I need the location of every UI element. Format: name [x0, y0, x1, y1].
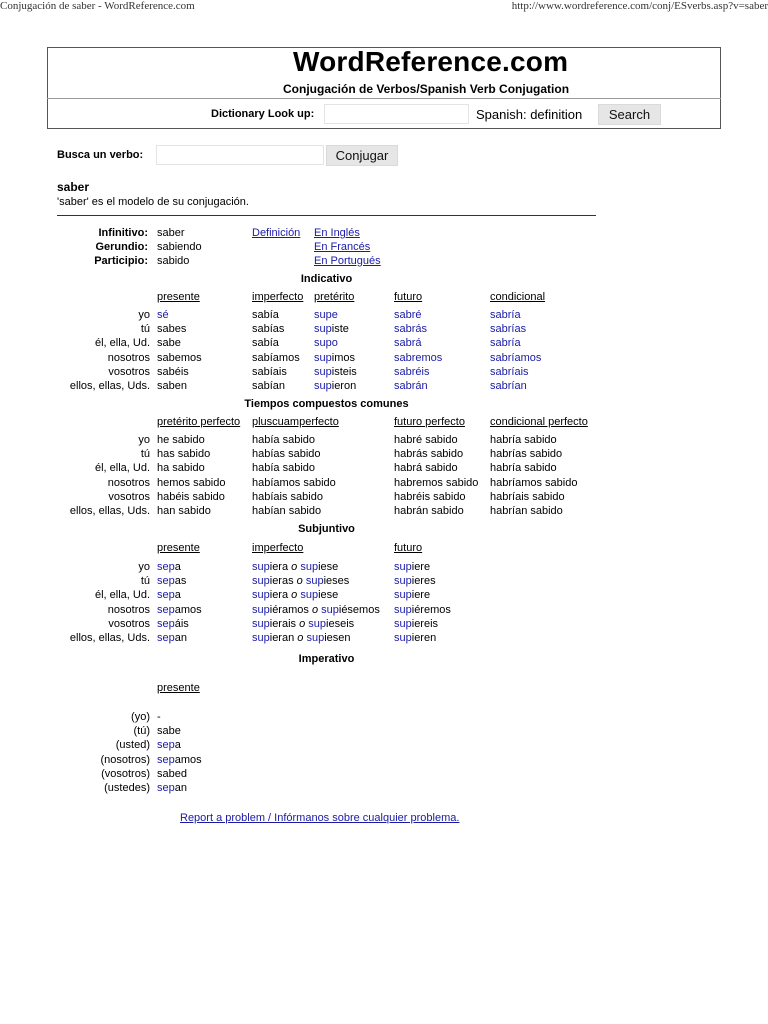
conjugation-cell: supo [314, 337, 338, 350]
conjugation-cell: saben [157, 380, 187, 392]
verb-divider [57, 215, 596, 216]
conjugation-cell: sepas [157, 575, 187, 588]
pronoun-label: (ustedes) [104, 782, 150, 794]
conjugation-cell: sabrá [394, 337, 422, 350]
conjugation-cell: sabéis [157, 365, 189, 378]
conjugation-cell: hemos sabido [157, 476, 226, 489]
conjugation-cell: han sabido [157, 505, 211, 517]
conjugation-cell: sabemos [157, 351, 202, 364]
pronoun-label: yo [138, 309, 150, 321]
pronoun-label: tú [140, 323, 150, 336]
conjugation-cell: supiste [314, 323, 349, 336]
conjugation-cell: habéis sabido [157, 490, 225, 503]
conjugation-cell: supieres [394, 575, 436, 588]
conjugation-cell: había sabido [252, 434, 315, 446]
section-indicativo-title: Indicativo [300, 273, 353, 285]
conjugation-cell: supe [314, 309, 338, 321]
conjugation-cell: sabré [394, 309, 422, 321]
column-header: futuro [394, 291, 423, 303]
pronoun-label: vosotros [108, 490, 150, 503]
gerundio-label: Gerundio: [95, 241, 148, 253]
conjugation-cell: sabían [252, 380, 286, 392]
conjugation-cell: supiere [394, 589, 431, 602]
conjugation-cell: sabías [252, 323, 285, 336]
conjugation-cell: sabrás [394, 323, 428, 336]
report-problem-link[interactable]: Report a problem / Infórmanos sobre cualquier problema. [180, 812, 460, 824]
conjugation-cell: habría sabido [490, 434, 557, 446]
conjugation-cell: has sabido [157, 448, 211, 461]
conjugation-cell: sepáis [157, 617, 189, 630]
conjugation-cell: habrán sabido [394, 505, 464, 517]
lookup-dictionary-select[interactable]: Spanish: definition [476, 107, 583, 122]
conjugation-cell: sabe [157, 725, 181, 738]
conjugation-cell: sabíamos [252, 351, 300, 364]
conjugation-cell: sabe [157, 337, 181, 350]
column-header: presente [157, 542, 200, 554]
pronoun-label: él, ella, Ud. [94, 337, 150, 350]
column-header: imperfecto [252, 542, 304, 554]
conjugation-cell: habríais sabido [490, 490, 565, 503]
conjugation-cell: he sabido [157, 434, 205, 446]
en-portugues-link[interactable]: En Portugués [314, 255, 381, 267]
column-header: condicional perfecto [490, 416, 588, 428]
conjugation-cell: sepa [157, 561, 181, 573]
conjugation-cell: habían sabido [252, 505, 322, 517]
gerundio-value: sabiendo [157, 241, 202, 253]
conjugation-cell: sepamos [157, 753, 202, 766]
conjugation-cell: sabría [490, 337, 521, 350]
conjugation-cell: supisteis [314, 365, 357, 378]
pronoun-label: nosotros [107, 603, 150, 616]
en-ingles-link[interactable]: En Inglés [314, 227, 360, 239]
lookup-label: Dictionary Look up: [211, 108, 315, 120]
conjugation-cell: supiere [394, 561, 431, 573]
pronoun-label: (vosotros) [101, 767, 150, 780]
column-header: condicional [490, 291, 546, 303]
verb-title: saber [57, 180, 90, 194]
conjugation-cell: habíais sabido [252, 490, 323, 503]
pronoun-label: ellos, ellas, Uds. [69, 505, 150, 517]
pronoun-label: él, ella, Ud. [94, 462, 150, 475]
conjugation-cell: habríamos sabido [490, 476, 578, 489]
conjugation-cell: supieras o supieses [252, 575, 350, 588]
conjugation-cell: sabíais [252, 365, 287, 378]
section-compuestos-title: Tiempos compuestos comunes [244, 398, 409, 410]
conjugation-cell: sepamos [157, 603, 202, 616]
conjugar-button[interactable]: Conjugar [326, 145, 398, 166]
pronoun-label: nosotros [107, 351, 150, 364]
conjugation-cell: supieran o supiesen [252, 632, 351, 644]
conjugation-cell: sepa [157, 589, 181, 602]
header-bottom-rule [47, 128, 721, 129]
lookup-input[interactable] [324, 104, 469, 124]
infinitivo-value: saber [157, 227, 185, 239]
verb-model-note: 'saber' es el modelo de su conjugación. [57, 196, 249, 208]
site-logo[interactable]: WordReference.com [293, 46, 569, 77]
conjugation-cell: sabía [252, 337, 279, 350]
conjugation-cell: sabría [490, 309, 521, 321]
pronoun-label: yo [138, 561, 150, 573]
participio-value: sabido [157, 255, 190, 267]
header-mid-rule [47, 98, 721, 99]
site-subtitle: Conjugación de Verbos/Spanish Verb Conjugation [283, 82, 570, 96]
conjugation-cell: sabremos [394, 351, 443, 364]
conjugation-cell: habremos sabido [394, 476, 479, 489]
conjugation-cell: habrías sabido [490, 448, 563, 461]
column-header: presente [157, 682, 200, 694]
conjugation-cell: sabréis [394, 365, 430, 378]
conjugation-cell: sabríamos [490, 351, 542, 364]
en-frances-link[interactable]: En Francés [314, 241, 371, 253]
pronoun-label: (nosotros) [100, 753, 150, 766]
column-header: presente [157, 291, 200, 303]
verb-search-input[interactable] [156, 145, 324, 165]
pronoun-label: ellos, ellas, Uds. [69, 632, 150, 644]
conjugation-cell: - [157, 711, 161, 723]
column-header: imperfecto [252, 291, 304, 303]
participio-label: Participio: [94, 255, 148, 267]
section-subjuntivo-title: Subjuntivo [298, 523, 355, 535]
header-left-rule [47, 47, 48, 129]
infinitivo-label: Infinitivo: [98, 227, 148, 239]
conjugation-cell: supieren [394, 632, 437, 644]
pronoun-label: (tú) [133, 725, 150, 738]
pronoun-label: (yo) [131, 711, 150, 723]
conjugation-cell: supiéramos o supiésemos [252, 603, 380, 616]
browser-page-title: Conjugación de saber - WordReference.com [0, 0, 195, 12]
pronoun-label: ellos, ellas, Uds. [69, 380, 150, 392]
column-header: futuro [394, 542, 423, 554]
conjugation-cell: habíamos sabido [252, 476, 336, 489]
conjugation-cell: habías sabido [252, 448, 321, 461]
pronoun-label: tú [140, 448, 150, 461]
conjugation-cell: supiera o supiese [252, 589, 339, 602]
conjugation-cell: había sabido [252, 462, 315, 475]
conjugation-cell: habré sabido [394, 434, 458, 446]
column-header: pretérito [314, 291, 355, 303]
conjugation-cell: sepan [157, 632, 187, 644]
pronoun-label: nosotros [107, 476, 150, 489]
conjugation-cell: sabed [157, 767, 187, 780]
pronoun-label: tú [140, 575, 150, 588]
conjugation-cell: habrás sabido [394, 448, 464, 461]
conjugation-cell: sepa [157, 739, 181, 752]
conjugation-cell: sabes [157, 323, 187, 336]
conjugation-cell: sabríais [490, 365, 529, 378]
header-right-rule [720, 47, 721, 129]
conjugation-cell: supiereis [394, 617, 439, 630]
pronoun-label: él, ella, Ud. [94, 589, 150, 602]
column-header: pluscuamperfecto [252, 416, 339, 428]
browser-url: http://www.wordreference.com/conj/ESverbs.asp?v=saber [511, 0, 768, 12]
conjugation-cell: supieron [314, 380, 357, 392]
conjugation-cell: habría sabido [490, 462, 557, 475]
conjugation-cell: sabrían [490, 380, 527, 392]
conjugation-cell: sabía [252, 309, 279, 321]
pronoun-label: yo [138, 434, 150, 446]
search-button[interactable]: Search [598, 104, 661, 125]
conjugation-cell: supierais o supieseis [252, 617, 355, 630]
conjugation-cell: sé [157, 309, 169, 321]
conjugation-cell: supiéremos [394, 603, 451, 616]
conjugation-cell: sepan [157, 782, 187, 794]
column-header: pretérito perfecto [157, 416, 241, 428]
conjugation-cell: habrá sabido [394, 462, 458, 475]
conjugation-cell: ha sabido [157, 462, 205, 475]
conjugation-cell: sabrías [490, 323, 527, 336]
conjugation-cell: supiera o supiese [252, 561, 339, 573]
conjugation-cell: sabrán [394, 380, 428, 392]
definicion-link[interactable]: Definición [252, 227, 301, 239]
pronoun-label: vosotros [108, 617, 150, 630]
section-imperativo-title: Imperativo [298, 653, 355, 665]
conjugation-cell: supimos [314, 351, 355, 364]
pronoun-label: vosotros [108, 365, 150, 378]
conjugation-cell: habrían sabido [490, 505, 563, 517]
pronoun-label: (usted) [115, 739, 150, 752]
conjugation-cell: habréis sabido [394, 490, 466, 503]
column-header: futuro perfecto [394, 416, 465, 428]
verb-search-label: Busca un verbo: [57, 149, 144, 161]
